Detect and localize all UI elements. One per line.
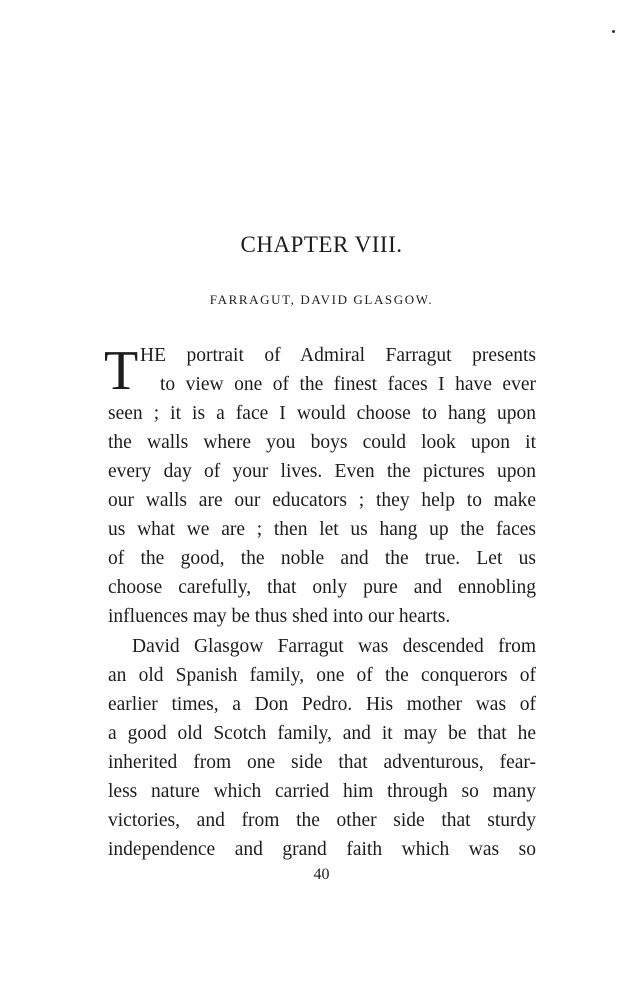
text-line: us what we are ; then let us hang up the faces [108, 519, 536, 540]
text-line: choose carefully, that only pure and ennobling [108, 577, 536, 598]
text-line: a good old Scotch family, and it may be that he [108, 723, 536, 744]
drop-cap: T [104, 340, 139, 402]
chapter-title: CHAPTER VIII. [240, 232, 403, 257]
text-line: the walls where you boys could look upon it [108, 432, 536, 453]
page-number: 40 [313, 866, 330, 883]
page-speck [612, 30, 615, 33]
text-line: less nature which carried him through so many [108, 781, 536, 802]
text-line: independence and grand faith which was so [108, 839, 536, 860]
text-line: of the good, the noble and the true. Let us [108, 548, 536, 569]
chapter-subtitle: FARRAGUT, DAVID GLASGOW. [209, 292, 434, 307]
text-line: seen ; it is a face I would choose to hang upon [108, 403, 536, 424]
text-line: victories, and from the other side that sturdy [108, 810, 536, 831]
text-line: influences may be thus shed into our hearts. [108, 606, 451, 627]
text-line: to view one of the finest faces I have ever [160, 374, 536, 395]
text-line: HE portrait of Admiral Farragut presents [140, 345, 536, 366]
text-line: David Glasgow Farragut was descended from [132, 636, 536, 657]
text-line: inherited from one side that adventurous, fear- [108, 752, 536, 773]
text-line: every day of your lives. Even the pictures upon [108, 461, 536, 482]
text-line: our walls are our educators ; they help to make [108, 490, 536, 511]
text-line: an old Spanish family, one of the conquerors of [108, 665, 536, 686]
text-line: earlier times, a Don Pedro. His mother was of [108, 694, 536, 715]
